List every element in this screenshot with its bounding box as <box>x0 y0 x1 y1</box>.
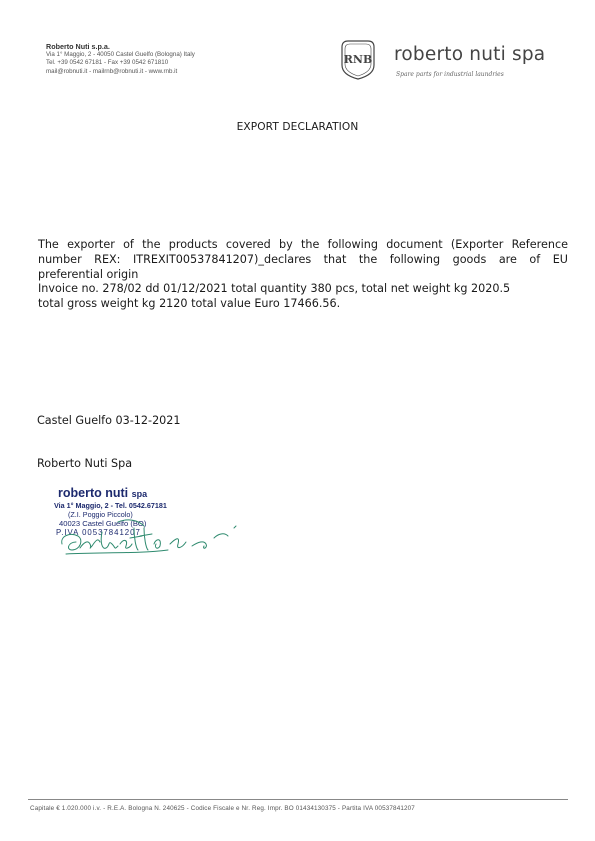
letterhead-phone: Tel. +39 0542 67181 - Fax +39 0542 671810 <box>46 59 169 67</box>
stamp-vat-line: P.IVA 00537841207 <box>56 528 141 537</box>
stamp-name-text: roberto nuti <box>58 486 129 500</box>
company-seal-logo <box>336 37 380 81</box>
declaration-body <box>38 238 568 312</box>
stamp-address-line: Via 1° Maggio, 2 - Tel. 0542.67181 <box>54 501 167 510</box>
declaration-line-2: number REX: ITREXIT00537841207)_declares that the following goods are of EU <box>38 252 568 266</box>
declaration-line-3: preferential origin <box>38 267 139 281</box>
letterhead-address: Via 1° Maggio, 2 - 40050 Castel Guelfo (Bologna) Italy <box>46 51 195 58</box>
footer-divider <box>28 799 568 800</box>
logo-tagline: Spare parts for industrial laundries <box>396 71 504 78</box>
signer-name: Roberto Nuti Spa <box>37 457 133 470</box>
logo-monogram: RNB <box>343 53 373 66</box>
footer-legal-info: Capitale € 1.020.000 i.v. - R.E.A. Bologna N. 240625 - Codice Fiscale e Nr. Reg. Impr. BO 01434130375 - Partita IVA 00537841207 <box>30 805 415 812</box>
invoice-line-1: Invoice no. 278/02 dd 01/12/2021 total quantity 380 pcs, total net weight kg 2020.5 <box>38 282 511 296</box>
stamp-zone-line: (Z.I. Poggio Piccolo) <box>68 510 133 519</box>
stamp-city-line: 40023 Castel Guelfo (BO) <box>59 519 147 528</box>
stamp-name-suffix: spa <box>131 489 148 499</box>
invoice-line-2: total gross weight kg 2120 total value Euro 17466.56. <box>38 297 341 311</box>
stamp-company-name <box>58 486 147 500</box>
document-title: EXPORT DECLARATION <box>236 121 359 133</box>
letterhead-contact-block <box>46 42 266 76</box>
logo-wordmark: roberto nuti spa <box>394 44 546 65</box>
letterhead-company-name: Roberto Nuti s.p.a. <box>46 42 110 51</box>
letterhead-email: mail@robnuti.it - mailrnb@robnuti.it - www.rnb.it <box>46 67 178 75</box>
handwritten-signature <box>58 514 248 560</box>
place-and-date: Castel Guelfo 03-12-2021 <box>37 414 181 427</box>
declaration-line-1: The exporter of the products covered by the following document (Exporter Reference <box>38 238 568 251</box>
